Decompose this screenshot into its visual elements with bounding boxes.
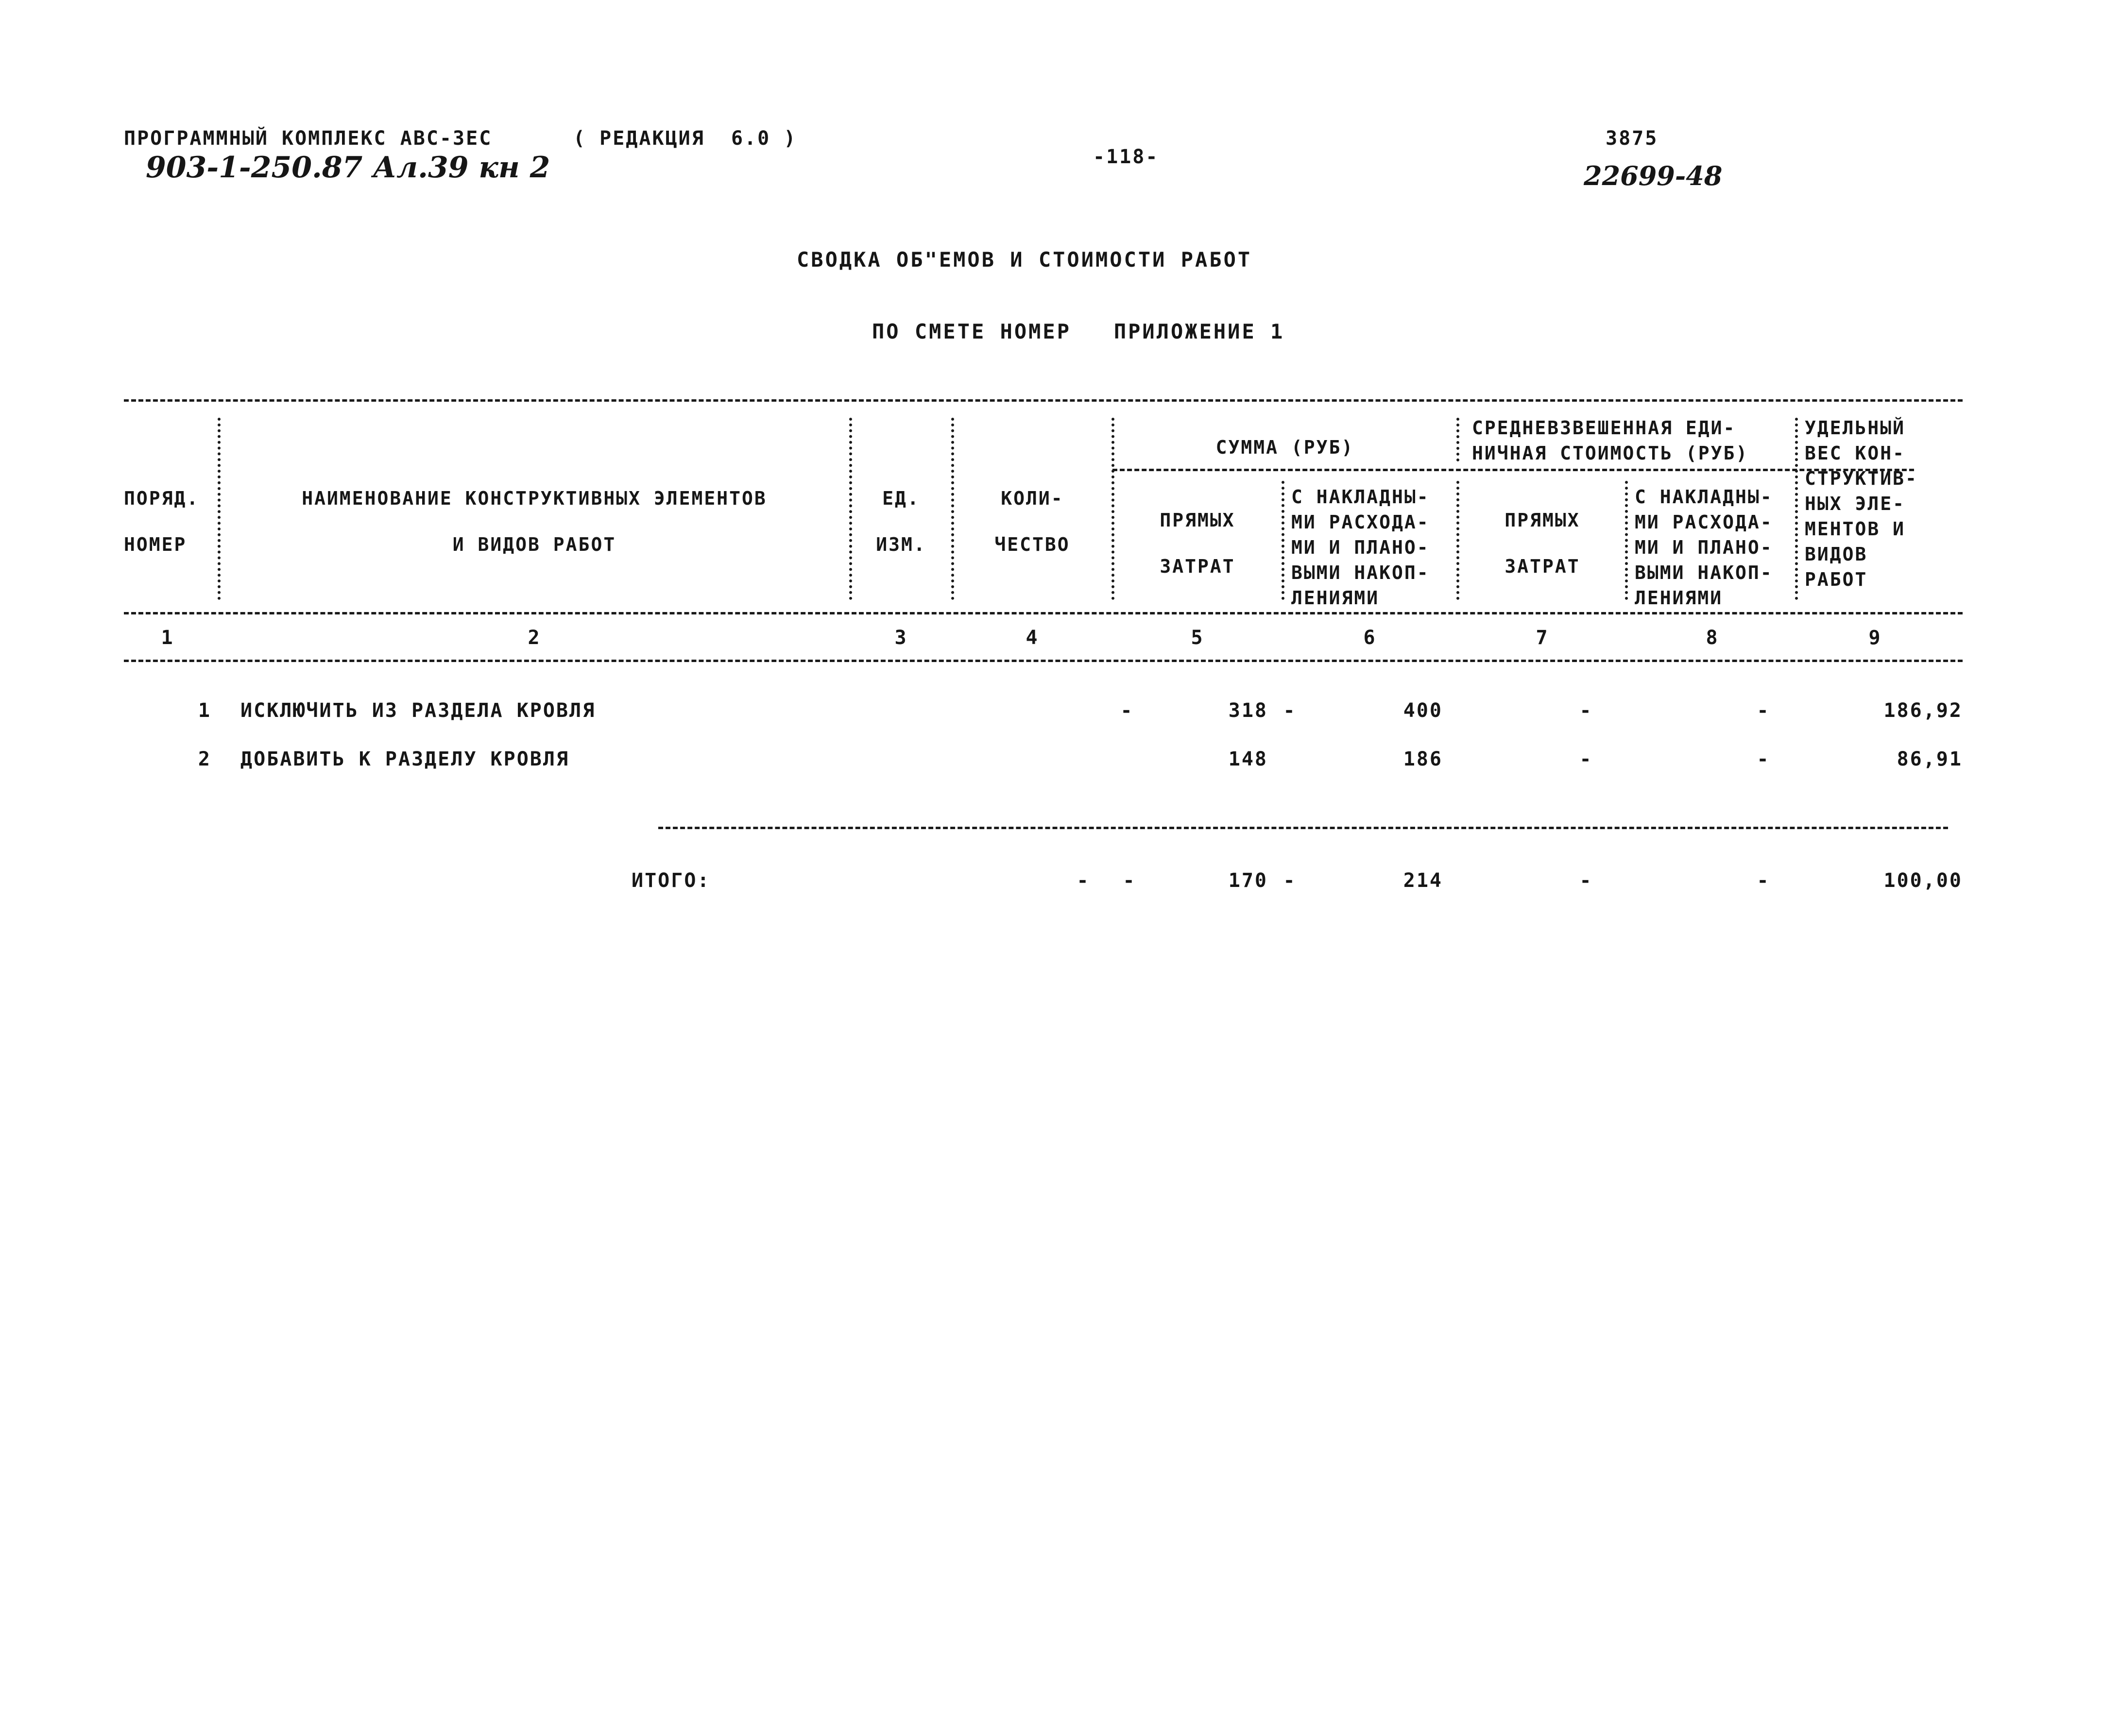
report-subtitle: ПО СМЕТЕ НОМЕР ПРИЛОЖЕНИЕ 1 — [872, 320, 1285, 343]
row-name: ИСКЛЮЧИТЬ ИЗ РАЗДЕЛА КРОВЛЯ — [240, 699, 596, 722]
total-share: 100,00 — [1883, 869, 1963, 892]
header-avg-overhead-1: С НАКЛАДНЫ- — [1635, 486, 1773, 508]
separator-col-3 — [951, 418, 954, 600]
header-share-6: ВИДОВ — [1805, 544, 1868, 565]
row-share: 186,92 — [1883, 699, 1963, 722]
total-overhead-cost: 214 — [1403, 869, 1443, 892]
table-top-rule — [124, 399, 1963, 402]
row-quantity: - — [1120, 699, 1134, 722]
total-label: ИТОГО: — [632, 869, 711, 892]
header-sum-overhead-4: ВЫМИ НАКОП- — [1291, 562, 1430, 583]
separator-col-7 — [1625, 481, 1628, 600]
total-unit: - — [1077, 869, 1090, 892]
header-order-2: НОМЕР — [124, 534, 187, 555]
column-number-2: 2 — [528, 627, 541, 649]
row-avg-direct: - — [1579, 699, 1593, 722]
header-sum-direct-2: ЗАТРАТ — [1160, 556, 1235, 577]
header-share-3: СТРУКТИВ- — [1805, 468, 1918, 489]
separator-sum-avg — [1456, 418, 1459, 461]
header-avg-direct-1: ПРЯМЫХ — [1505, 510, 1580, 531]
column-number-4: 4 — [1026, 627, 1039, 649]
total-avg-direct: - — [1579, 869, 1593, 892]
column-number-5: 5 — [1191, 627, 1204, 649]
header-sum-overhead-1: С НАКЛАДНЫ- — [1291, 486, 1430, 508]
header-avg-overhead-5: ЛЕНИЯМИ — [1635, 587, 1723, 609]
header-qty-2: ЧЕСТВО — [994, 534, 1070, 555]
row-direct-cost: 318 — [1228, 699, 1268, 722]
header-avg-group-1: СРЕДНЕВЗВЕШЕННАЯ ЕДИ- — [1472, 417, 1736, 439]
handwritten-number: 22699-48 — [1584, 160, 1723, 191]
column-number-7: 7 — [1536, 627, 1549, 649]
header-bottom-rule — [124, 612, 1963, 614]
row-number: 1 — [198, 699, 211, 722]
total-overhead-dash: - — [1283, 869, 1297, 892]
separator-col-1 — [218, 418, 221, 600]
header-sum-direct-1: ПРЯМЫХ — [1160, 510, 1235, 531]
header-avg-direct-2: ЗАТРАТ — [1505, 556, 1580, 577]
total-quantity: - — [1123, 869, 1136, 892]
row-avg-direct: - — [1579, 748, 1593, 770]
header-avg-group-2: НИЧНАЯ СТОИМОСТЬ (РУБ) — [1472, 443, 1749, 464]
document-code: 3875 — [1606, 127, 1658, 150]
header-unit-2: ИЗМ. — [876, 534, 926, 555]
row-overhead-cost: 186 — [1403, 748, 1443, 770]
column-number-1: 1 — [161, 627, 174, 649]
total-avg-overhead: - — [1757, 869, 1770, 892]
header-sum-overhead-3: МИ И ПЛАНО- — [1291, 537, 1430, 558]
header-share-4: НЫХ ЭЛЕ- — [1805, 493, 1906, 514]
row-number: 2 — [198, 748, 211, 770]
separator-col-5 — [1282, 481, 1284, 600]
header-order-1: ПОРЯД. — [124, 488, 200, 509]
header-share-2: ВЕС КОН- — [1805, 443, 1906, 464]
column-number-8: 8 — [1706, 627, 1719, 649]
row-share: 86,91 — [1897, 748, 1963, 770]
program-edition: ( РЕДАКЦИЯ 6.0 ) — [573, 127, 797, 150]
header-sum-overhead-2: МИ РАСХОДА- — [1291, 511, 1430, 533]
column-numbers-rule — [124, 660, 1963, 662]
column-number-3: 3 — [894, 627, 908, 649]
separator-col-6 — [1456, 481, 1459, 600]
page-number: -118- — [1093, 146, 1159, 168]
column-number-9: 9 — [1868, 627, 1882, 649]
program-name: ПРОГРАММНЫЙ КОМПЛЕКС АВС-3ЕС — [124, 127, 493, 150]
header-sum-overhead-5: ЛЕНИЯМИ — [1291, 587, 1380, 609]
header-share-5: МЕНТОВ И — [1805, 518, 1906, 540]
header-avg-overhead-3: МИ И ПЛАНО- — [1635, 537, 1773, 558]
separator-col-8 — [1795, 418, 1798, 600]
header-name-2: И ВИДОВ РАБОТ — [452, 534, 616, 555]
header-avg-overhead-4: ВЫМИ НАКОП- — [1635, 562, 1773, 583]
group-divider-rule — [1112, 469, 1914, 471]
separator-col-4 — [1111, 418, 1114, 600]
row-direct-cost: 148 — [1228, 748, 1268, 770]
row-name: ДОБАВИТЬ К РАЗДЕЛУ КРОВЛЯ — [240, 748, 570, 770]
header-sum-group: СУММА (РУБ) — [1215, 437, 1354, 458]
header-qty-1: КОЛИ- — [1001, 488, 1064, 509]
row-overhead-dash: - — [1283, 699, 1297, 722]
total-rule — [658, 827, 1948, 829]
column-number-6: 6 — [1363, 627, 1377, 649]
total-direct-cost: 170 — [1228, 869, 1268, 892]
header-unit-1: ЕД. — [882, 488, 920, 509]
report-title: СВОДКА ОБ"ЕМОВ И СТОИМОСТИ РАБОТ — [797, 248, 1252, 272]
separator-col-2 — [849, 418, 852, 600]
row-avg-overhead: - — [1757, 748, 1770, 770]
row-avg-overhead: - — [1757, 699, 1770, 722]
row-overhead-cost: 400 — [1403, 699, 1443, 722]
header-avg-overhead-2: МИ РАСХОДА- — [1635, 511, 1773, 533]
handwritten-project-code: 903-1-250.87 Ал.39 кн 2 — [146, 151, 550, 185]
header-name-1: НАИМЕНОВАНИЕ КОНСТРУКТИВНЫХ ЭЛЕМЕНТОВ — [302, 488, 767, 509]
header-share-7: РАБОТ — [1805, 569, 1868, 590]
header-share-1: УДЕЛЬНЫЙ — [1805, 417, 1906, 439]
